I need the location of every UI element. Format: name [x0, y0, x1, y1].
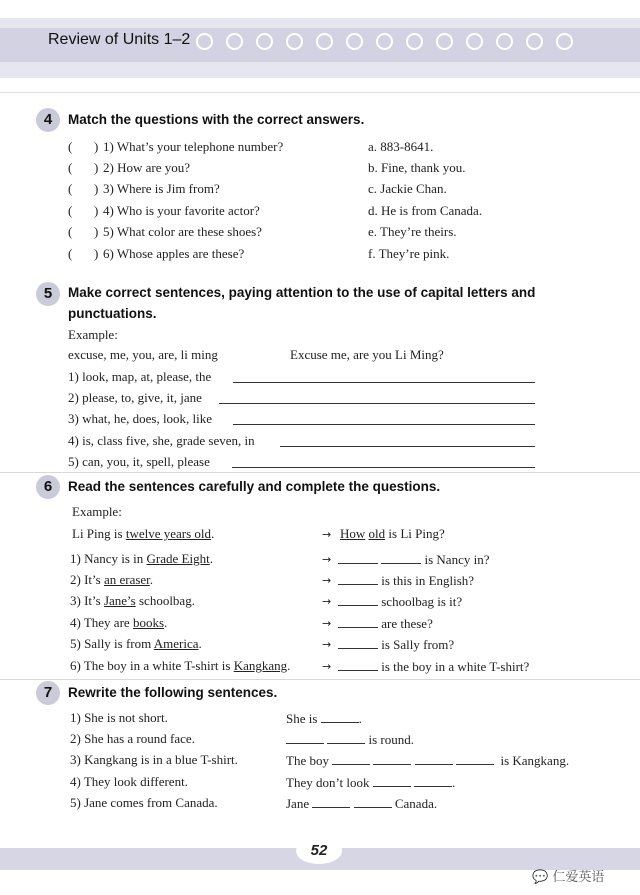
ring-icon	[286, 33, 303, 50]
answer-blank[interactable]	[338, 572, 378, 585]
match-question: 2) How are you?	[103, 160, 190, 175]
exercise-item: 5) Jane comes from Canada.	[70, 795, 218, 810]
ring-icon	[226, 33, 243, 50]
answer-blank[interactable]	[338, 615, 378, 628]
rewrite-line: Jane Canada.	[286, 796, 438, 811]
ring-icon	[496, 33, 513, 50]
answer-blank-close: )	[94, 246, 99, 261]
match-question: 1) What’s your telephone number?	[103, 139, 284, 154]
rewrite-line: The boy is Kangkang.	[286, 753, 570, 768]
match-answer: d. He is from Canada.	[368, 203, 483, 218]
section-heading: Make correct sentences, paying attention to the use of capital letters and punctuations.	[68, 285, 536, 321]
answer-blank[interactable]	[414, 774, 452, 787]
match-question: 6) Whose apples are these?	[103, 246, 245, 261]
answer-line[interactable]	[232, 455, 535, 468]
match-question: 4) Who is your favorite actor?	[103, 203, 260, 218]
match-answer: e. They’re theirs.	[368, 224, 457, 239]
ring-icon	[316, 33, 333, 50]
exercise-item: 5) can, you, it, spell, please	[68, 454, 210, 469]
ring-icon	[196, 33, 213, 50]
divider	[0, 679, 640, 680]
answer-blank-open: (	[68, 203, 73, 218]
question-completion: is this in English?	[338, 572, 474, 589]
section-number: 6	[36, 475, 60, 499]
exercise-item: 3) what, he, does, look, like	[68, 411, 213, 426]
answer-line[interactable]	[233, 370, 535, 383]
section-number: 4	[36, 108, 60, 132]
chat-bubble-icon: 💬	[532, 870, 549, 885]
section-heading: Rewrite the following sentences.	[68, 685, 278, 700]
exercise-item: 2) It’s an eraser.	[70, 572, 154, 587]
ring-icon	[466, 33, 483, 50]
answer-blank-close: )	[94, 224, 99, 239]
arrow-icon: →	[322, 638, 332, 651]
arrow-icon: →	[322, 660, 332, 673]
answer-blank-close: )	[94, 160, 99, 175]
ring-icon	[436, 33, 453, 50]
answer-blank-open: (	[68, 246, 73, 261]
answer-line[interactable]	[233, 412, 535, 425]
question-completion: are these?	[338, 615, 433, 632]
arrow-icon: →	[322, 617, 332, 630]
exercise-item: 4) They are books.	[70, 615, 168, 630]
answer-blank[interactable]	[312, 795, 350, 808]
answer-blank[interactable]	[415, 752, 453, 765]
rewrite-line: They don’t look .	[286, 775, 456, 790]
answer-blank-open: (	[68, 139, 73, 154]
ring-icon	[376, 33, 393, 50]
exercise-item: 3) Kangkang is in a blue T-shirt.	[70, 752, 238, 767]
match-question: 5) What color are these shoes?	[103, 224, 262, 239]
divider	[0, 92, 640, 93]
answer-blank-close: )	[94, 139, 99, 154]
ring-icon	[256, 33, 273, 50]
example-question: How old is Li Ping?	[340, 526, 445, 541]
match-answer: a. 883-8641.	[368, 139, 434, 154]
rewrite-line: is round.	[286, 731, 414, 748]
answer-blank-close: )	[94, 203, 99, 218]
section-number: 5	[36, 282, 60, 306]
arrow-icon: →	[322, 553, 332, 566]
ring-icon	[556, 33, 573, 50]
exercise-item: 6) The boy in a white T-shirt is Kangkang.	[70, 658, 291, 673]
answer-blank[interactable]	[338, 593, 378, 606]
answer-blank[interactable]	[373, 774, 411, 787]
match-answer: c. Jackie Chan.	[368, 181, 447, 196]
section-heading: Match the questions with the correct answers.	[68, 112, 365, 127]
watermark	[532, 866, 604, 885]
example-words: excuse, me, you, are, li ming	[68, 347, 218, 362]
example-label: Example:	[68, 327, 118, 342]
question-completion: is Sally from?	[338, 636, 454, 653]
example-answer: Excuse me, are you Li Ming?	[290, 347, 444, 362]
answer-blank[interactable]	[338, 658, 378, 671]
example-sentence: Li Ping is twelve years old.	[72, 526, 215, 541]
exercise-item: 3) It’s Jane’s schoolbag.	[70, 593, 195, 608]
page-number: 52	[296, 838, 342, 864]
answer-blank[interactable]	[456, 752, 494, 765]
exercise-item: 1) Nancy is in Grade Eight.	[70, 551, 213, 566]
answer-line[interactable]	[219, 391, 535, 404]
ring-icon	[346, 33, 363, 50]
answer-blank[interactable]	[338, 551, 378, 564]
exercise-item: 4) They look different.	[70, 774, 188, 789]
answer-blank[interactable]	[354, 795, 392, 808]
question-completion: is Nancy in?	[338, 551, 489, 568]
exercise-item: 2) please, to, give, it, jane	[68, 390, 202, 405]
rewrite-line: She is .	[286, 711, 362, 726]
answer-blank[interactable]	[373, 752, 411, 765]
answer-line[interactable]	[280, 434, 535, 447]
section-heading: Read the sentences carefully and complete the questions.	[68, 479, 441, 494]
exercise-item: 4) is, class five, she, grade seven, in	[68, 433, 255, 448]
exercise-item: 1) look, map, at, please, the	[68, 369, 212, 384]
ring-icon	[526, 33, 543, 50]
arrow-icon: →	[322, 528, 332, 541]
decorative-rings	[196, 33, 573, 50]
answer-blank-open: (	[68, 181, 73, 196]
answer-blank[interactable]	[286, 731, 324, 744]
answer-blank[interactable]	[332, 752, 370, 765]
ring-icon	[406, 33, 423, 50]
arrow-icon: →	[322, 574, 332, 587]
match-answer: f. They’re pink.	[368, 246, 450, 261]
answer-blank-open: (	[68, 224, 73, 239]
exercise-item: 5) Sally is from America.	[70, 636, 202, 651]
answer-blank[interactable]	[321, 710, 359, 723]
arrow-icon: →	[322, 595, 332, 608]
question-completion: is the boy in a white T-shirt?	[338, 658, 529, 675]
watermark-text: 仁爱英语	[552, 870, 605, 885]
answer-blank[interactable]	[338, 636, 378, 649]
section-number: 7	[36, 681, 60, 705]
example-label: Example:	[72, 504, 122, 519]
match-answer: b. Fine, thank you.	[368, 160, 466, 175]
page-title: Review of Units 1–2	[48, 31, 191, 48]
match-question: 3) Where is Jim from?	[103, 181, 220, 196]
exercise-item: 1) She is not short.	[70, 710, 168, 725]
answer-blank[interactable]	[327, 731, 365, 744]
divider	[0, 472, 640, 473]
answer-blank-open: (	[68, 160, 73, 175]
answer-blank-close: )	[94, 181, 99, 196]
answer-blank[interactable]	[381, 551, 421, 564]
question-completion: schoolbag is it?	[338, 593, 462, 610]
exercise-item: 2) She has a round face.	[70, 731, 195, 746]
